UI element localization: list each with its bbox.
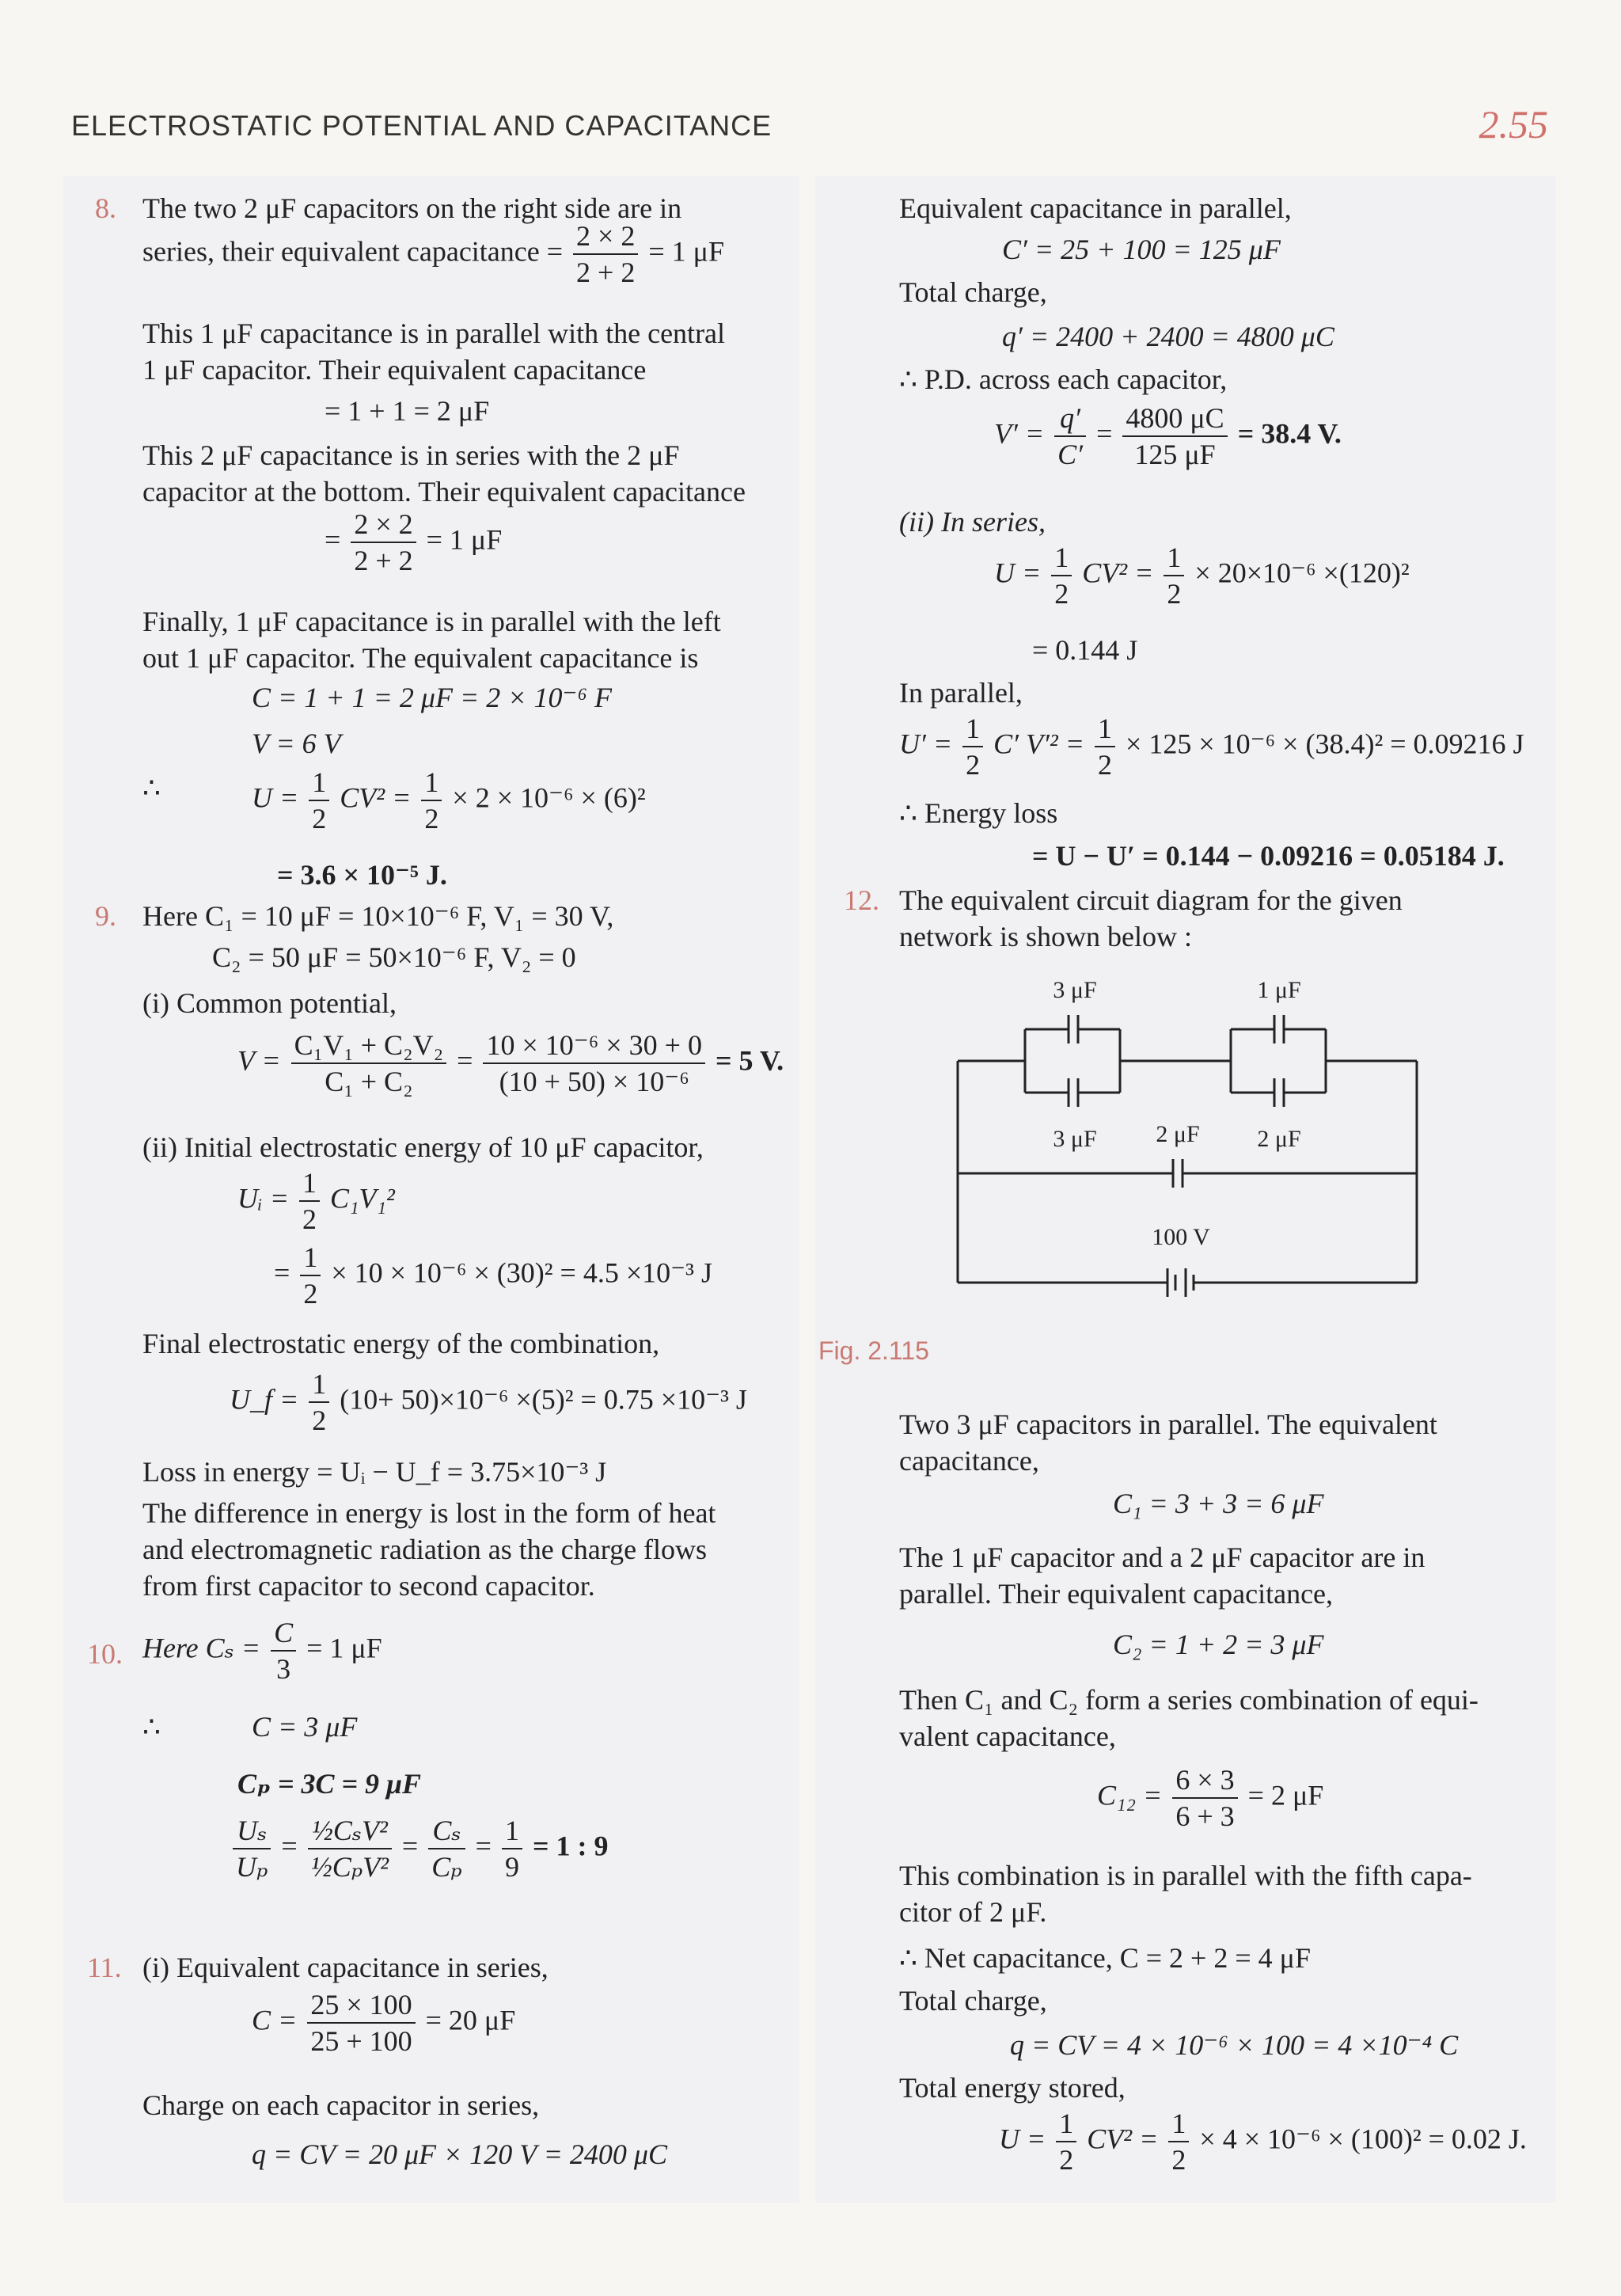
q9-line: from first capacitor to second capacitor. [142,1570,595,1602]
question-number-8: 8. [95,192,116,224]
q11-line: In parallel, [899,677,1023,709]
q8-equation: = $\frac{2 \times 2}{2 + 2}$ = 1 μF [325,508,503,576]
question-number-11: 11. [87,1952,122,1983]
question-number-10: 10. [87,1638,123,1670]
q11-equation: C = $\frac{25 \times 100}{25 + 100}$ = 20 μF [252,1989,516,2057]
q11-equation: U′ = $\frac{1}{2}$ C′ V′² = $\frac{1}{2}$ × 125 × 10⁻⁶ × (38.4)² = 0.09216 J [899,713,1524,781]
q11-line: Total charge, [899,276,1047,308]
q12-line: network is shown below : [899,921,1192,952]
q12-equation: U = $\frac{1}{2}$ CV² = $\frac{1}{2}$ × 4 × 10⁻⁶ × (100)² = 0.02 J. [999,2108,1527,2176]
q9-line: Loss in energy = Uᵢ − U_f = 3.75×10⁻³ J [142,1456,607,1488]
q8-line: The two 2 μF capacitors on the right side are in [142,192,682,224]
q9-line: Final electrostatic energy of the combination, [142,1328,660,1359]
q12-line: citor of 2 μF. [899,1896,1047,1928]
q11-equation: V′ = $\frac{q'}{C'}$ = $\frac{4800 \mu C}{125 \mu F}$ = 38.4 V. [994,402,1342,470]
q10-ratio: $\frac{\text{Uₛ}}{\text{Uₚ}}$ = $\frac{\text{½CₛV²}}{\text{½CₚV²}}$ = $\frac{\text{Cₛ}}{\text{Cₚ}}$ = $\frac{1}{9}$ = 1 : 9 [230,1813,608,1884]
q8-line: 1 μF capacitor. Their equivalent capacitance [142,354,647,386]
question-number-12: 12. [844,884,879,916]
q10-equation: Here Cₛ = $\frac{C}{3}$ = 1 μF [142,1617,382,1685]
q8-line: series, their equivalent capacitance = $\frac{2 \times 2}{2 + 2}$ = 1 μF [142,220,724,288]
q11-line: ∴ P.D. across each capacitor, [899,363,1228,395]
q8-answer: = 3.6 × 10⁻⁵ J. [277,859,447,891]
q9-line: (ii) Initial electrostatic energy of 10 μF capacitor, [142,1131,704,1163]
q12-line: Total energy stored, [899,2072,1126,2104]
q10-equation: C = 3 μF [252,1711,358,1743]
q9-line: Here C₁ = 10 μF = 10×10⁻⁶ F, V₁ = 30 V, [142,900,614,932]
q12-line: Total charge, [899,1985,1047,2017]
q9-equation: U_f = $\frac{1}{2}$ (10+ 50)×10⁻⁶ ×(5)² = 0.75 ×10⁻³ J [230,1368,747,1436]
q12-line: valent capacitance, [899,1720,1116,1752]
q12-equation: C₁ = 3 + 3 = 6 μF [1113,1488,1324,1519]
q10-therefore: ∴ [142,1711,161,1743]
q9-line: C₂ = 50 μF = 50×10⁻⁶ F, V₂ = 0 [212,941,576,973]
q8-line: = 1 + 1 = 2 μF [325,395,490,427]
q11-answer: = U − U′ = 0.144 − 0.09216 = 0.05184 J. [1032,840,1505,872]
q8-equation: C = 1 + 1 = 2 μF = 2 × 10⁻⁶ F [252,682,613,713]
page-number: 2.55 [1479,102,1548,146]
q12-line: ∴ Net capacitance, C = 2 + 2 = 4 μF [899,1942,1311,1974]
q9-line: The difference in energy is lost in the form of heat [142,1497,716,1529]
question-number-9: 9. [95,900,116,932]
q9-equation: Uᵢ = $\frac{1}{2}$ C₁V₁² [237,1167,395,1235]
figure-caption: Fig. 2.115 [818,1336,929,1365]
label-battery: 100 V [1152,1224,1210,1250]
q10-equation: Cₚ = 3C = 9 μF [237,1768,422,1800]
q12-line: This combination is in parallel with the fifth capa- [899,1860,1472,1891]
q8-line: capacitor at the bottom. Their equivalent capacitance [142,476,746,507]
q11-equation: C′ = 25 + 100 = 125 μF [1002,234,1281,265]
q11-line: (i) Equivalent capacitance in series, [142,1952,549,1983]
q11-equation: U = $\frac{1}{2}$ CV² = $\frac{1}{2}$ × 20×10⁻⁶ ×(120)² [994,542,1410,610]
q12-equation: q = CV = 4 × 10⁻⁶ × 100 = 4 ×10⁻⁴ C [1010,2029,1459,2061]
q11-line: ∴ Energy loss [899,797,1058,829]
q8-equation: V = 6 V [252,728,341,759]
q9-equation: = $\frac{1}{2}$ × 10 × 10⁻⁶ × (30)² = 4.5 ×10⁻³ J [274,1241,712,1310]
q11-equation: q = CV = 20 μF × 120 V = 2400 μC [252,2138,668,2170]
q11-line: Charge on each capacitor in series, [142,2089,540,2121]
label-c-mid: 2 μF [1156,1121,1200,1147]
q12-line: capacitance, [899,1445,1039,1477]
q8-line: This 1 μF capacitance is in parallel with the central [142,317,726,349]
q12-equation: C₂ = 1 + 2 = 3 μF [1113,1629,1324,1660]
q12-equation: C₁₂ = $\frac{6 \times 3}{6 + 3}$ = 2 μF [1097,1764,1324,1832]
q12-line: The equivalent circuit diagram for the given [899,884,1403,916]
q12-line: parallel. Their equivalent capacitance, [899,1578,1334,1610]
q11-line: Equivalent capacitance in parallel, [899,192,1292,224]
label-c-top-right: 1 μF [1257,977,1301,1003]
q8-therefore: ∴ [142,772,161,804]
q11-equation: = 0.144 J [1032,634,1138,666]
label-c-bot-left: 3 μF [1053,1126,1097,1152]
q8-line: Finally, 1 μF capacitance is in parallel with the left [142,606,721,637]
q12-line: Then C₁ and C₂ form a series combination of equi- [899,1684,1479,1716]
q9-line: (i) Common potential, [142,987,397,1019]
q9-equation: V = $\frac{\text{C₁V₁ + C₂V₂}}{\text{C₁ + C₂}}$ = $\frac{\text{10 × 10⁻⁶ × 30 + 0}}{\text{(10 + 50) × 10⁻⁶}}$ = 5 V. [237,1029,784,1097]
q8-equation: U = $\frac{1}{2}$ CV² = $\frac{1}{2}$ × 2 × 10⁻⁶ × (6)² [252,766,646,834]
circuit-diagram [942,966,1433,1298]
q8-line: This 2 μF capacitance is in series with the 2 μF [142,439,680,471]
q8-line: out 1 μF capacitor. The equivalent capacitance is [142,642,699,674]
q12-line: Two 3 μF capacitors in parallel. The equivalent [899,1408,1437,1440]
q11-line: (ii) In series, [899,506,1046,538]
q11-equation: q′ = 2400 + 2400 = 4800 μC [1002,321,1334,352]
q9-line: and electromagnetic radiation as the charge flows [142,1534,708,1565]
running-header: ELECTROSTATIC POTENTIAL AND CAPACITANCE [71,109,773,142]
label-c-bot-right: 2 μF [1257,1126,1301,1152]
q12-line: The 1 μF capacitor and a 2 μF capacitor are in [899,1541,1425,1573]
label-c-top-left: 3 μF [1053,977,1097,1003]
